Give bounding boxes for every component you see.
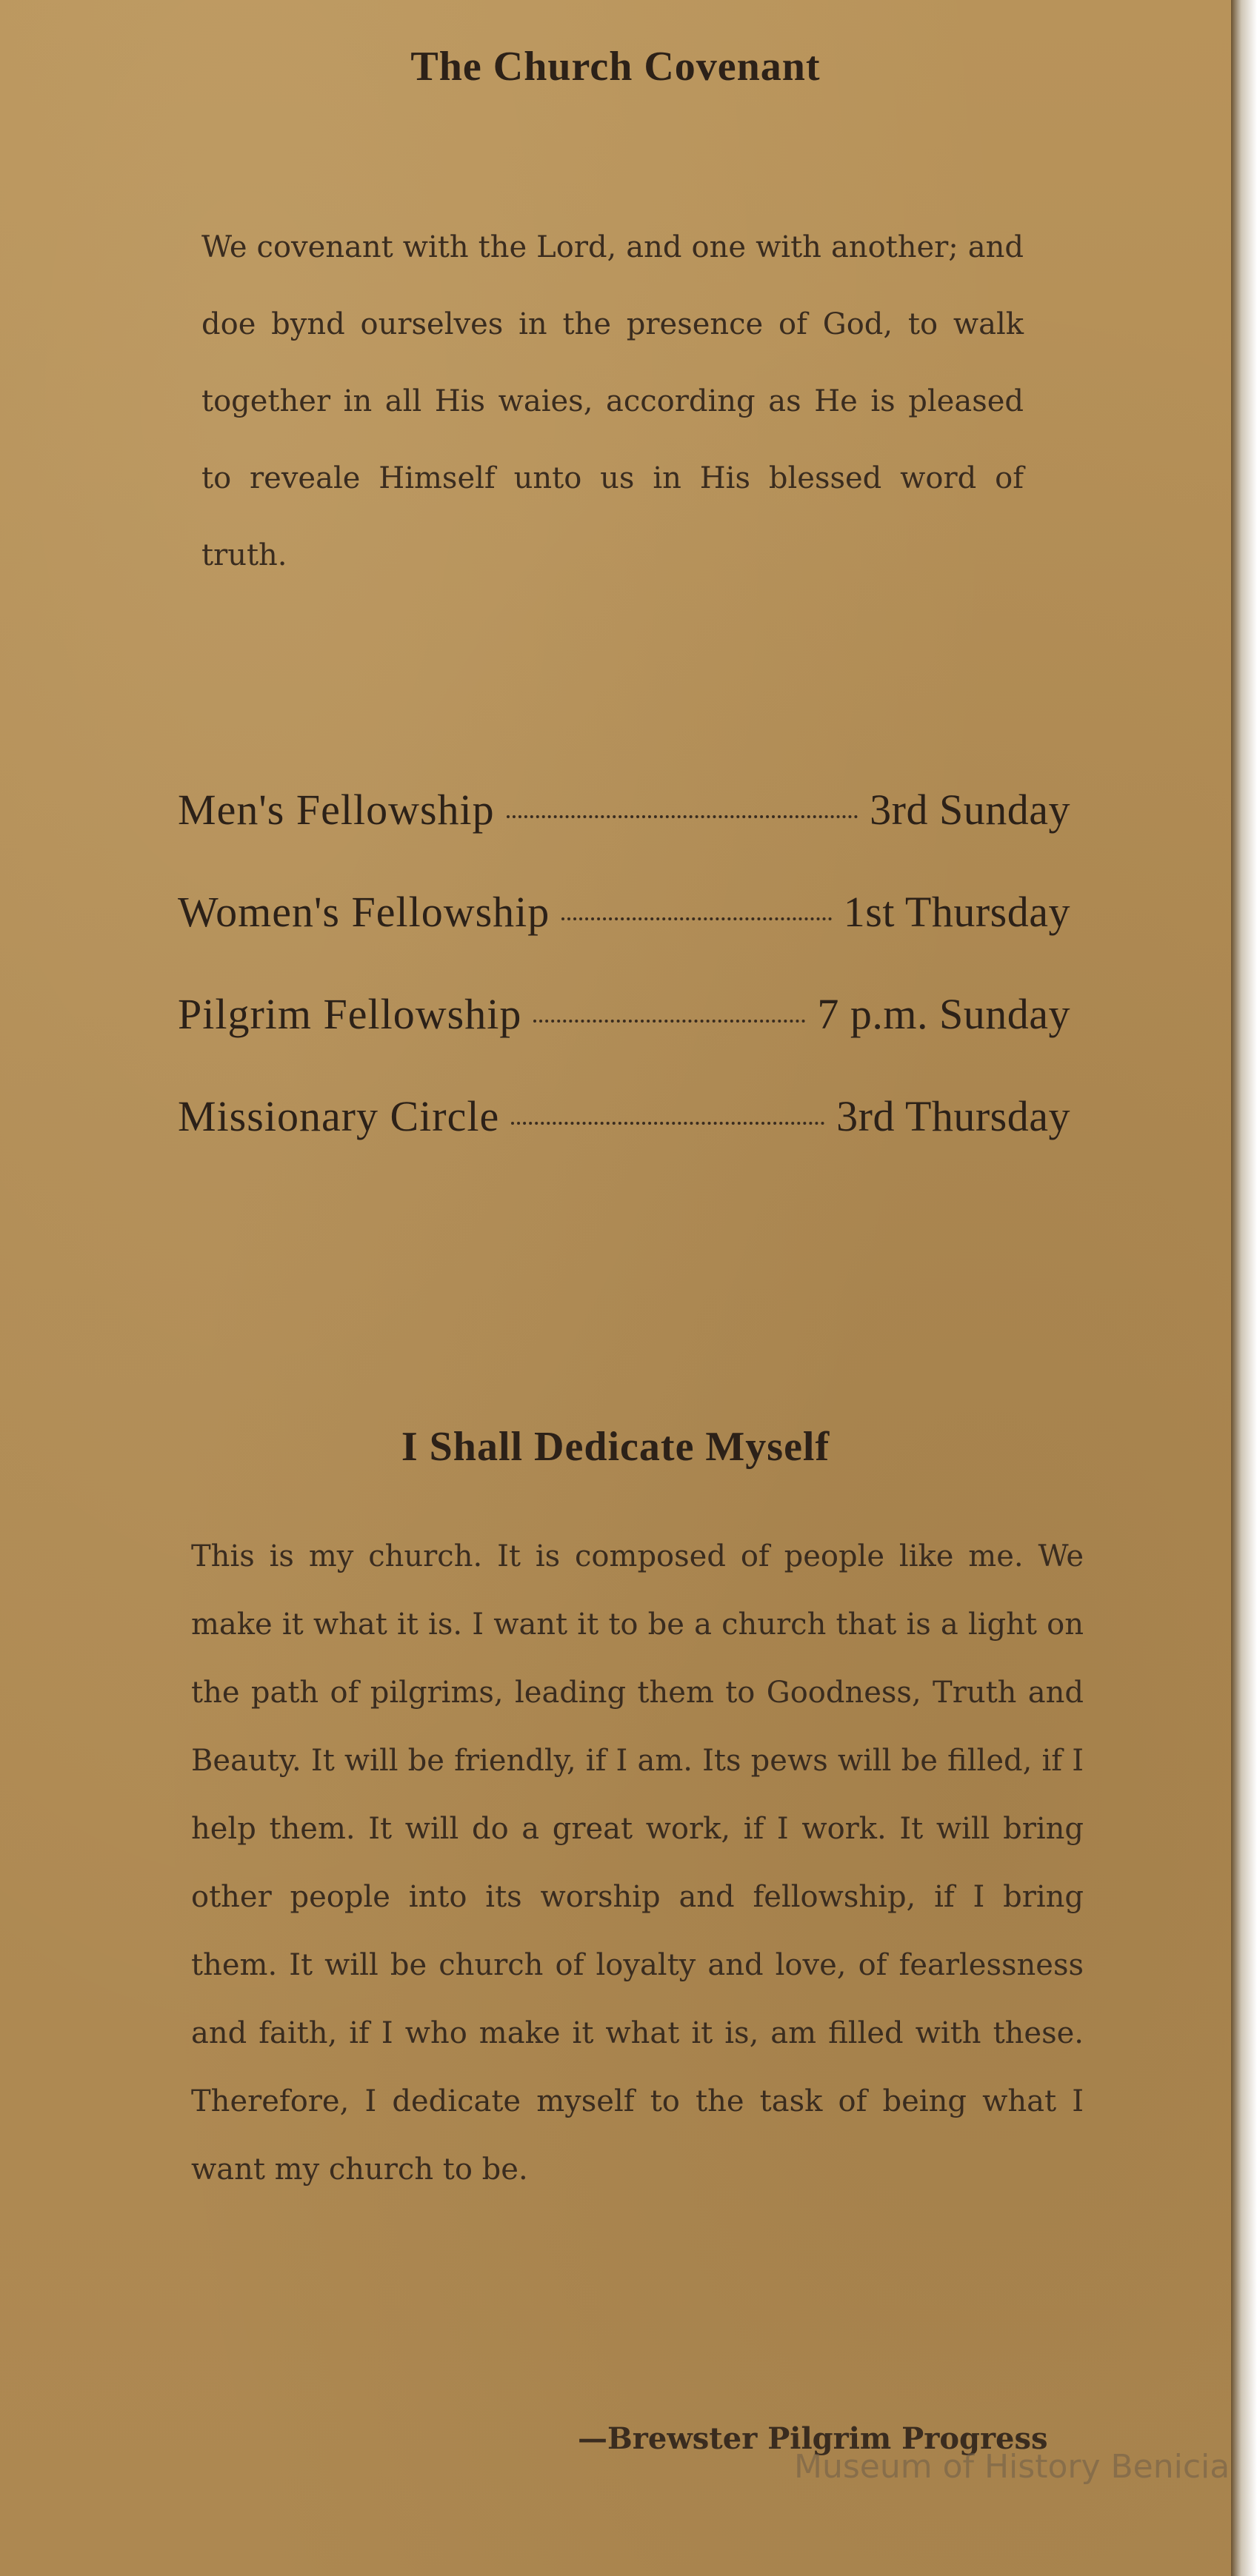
dotted-leader [511,1122,824,1125]
schedule-name: Pilgrim Fellowship [178,990,522,1038]
schedule-row-pilgrim [178,989,1070,1091]
watermark: Museum of History Benicia [794,2448,1230,2486]
covenant-text: We covenant with the Lord, and one with another; and doe bynd ourselves in the presence of God, to walk together in all His waies, according as He is pleased to reveale Himself unto us in His blessed word of truth. [201,230,1024,572]
schedule-name: Women's Fellowship [178,888,550,936]
schedule-name: Men's Fellowship [178,786,495,834]
schedule-time: 3rd Sunday [870,786,1070,834]
dotted-leader [533,1020,805,1023]
schedule-time: 1st Thursday [843,888,1070,936]
fellowship-schedule [178,785,1070,1194]
page-edge-shadow [1231,0,1257,2576]
schedule-name: Missionary Circle [178,1092,500,1140]
dedication-title: I Shall Dedicate Myself [401,1424,830,1470]
dotted-leader [507,815,858,818]
dotted-leader [561,917,832,920]
covenant-title: The Church Covenant [410,44,821,90]
dedication-text: This is my church. It is composed of people like me. We make it what it is. I want it to be a church that is a light on the path of pilgrims, leading them to Goodness, Truth and Beauty. It will be friendly, if I am. Its pews will be filled, if I help them. It will do a great work, if I work. It will bring other people into its worship and fellowship, if I bring them. It will be church of loyalty and love, of fearlessness and faith, if I who make it what it is, am filled with these. Therefore, I dedicate myself to the task of being what I want my church to be. [191,1539,1084,2187]
schedule-row-mens [178,785,1070,887]
schedule-time: 3rd Thursday [836,1092,1070,1140]
attribution: —Brewster Pilgrim Progress [578,2421,1048,2456]
schedule-row-missionary [178,1091,1070,1194]
schedule-row-womens [178,887,1070,989]
schedule-time: 7 p.m. Sunday [817,990,1070,1038]
